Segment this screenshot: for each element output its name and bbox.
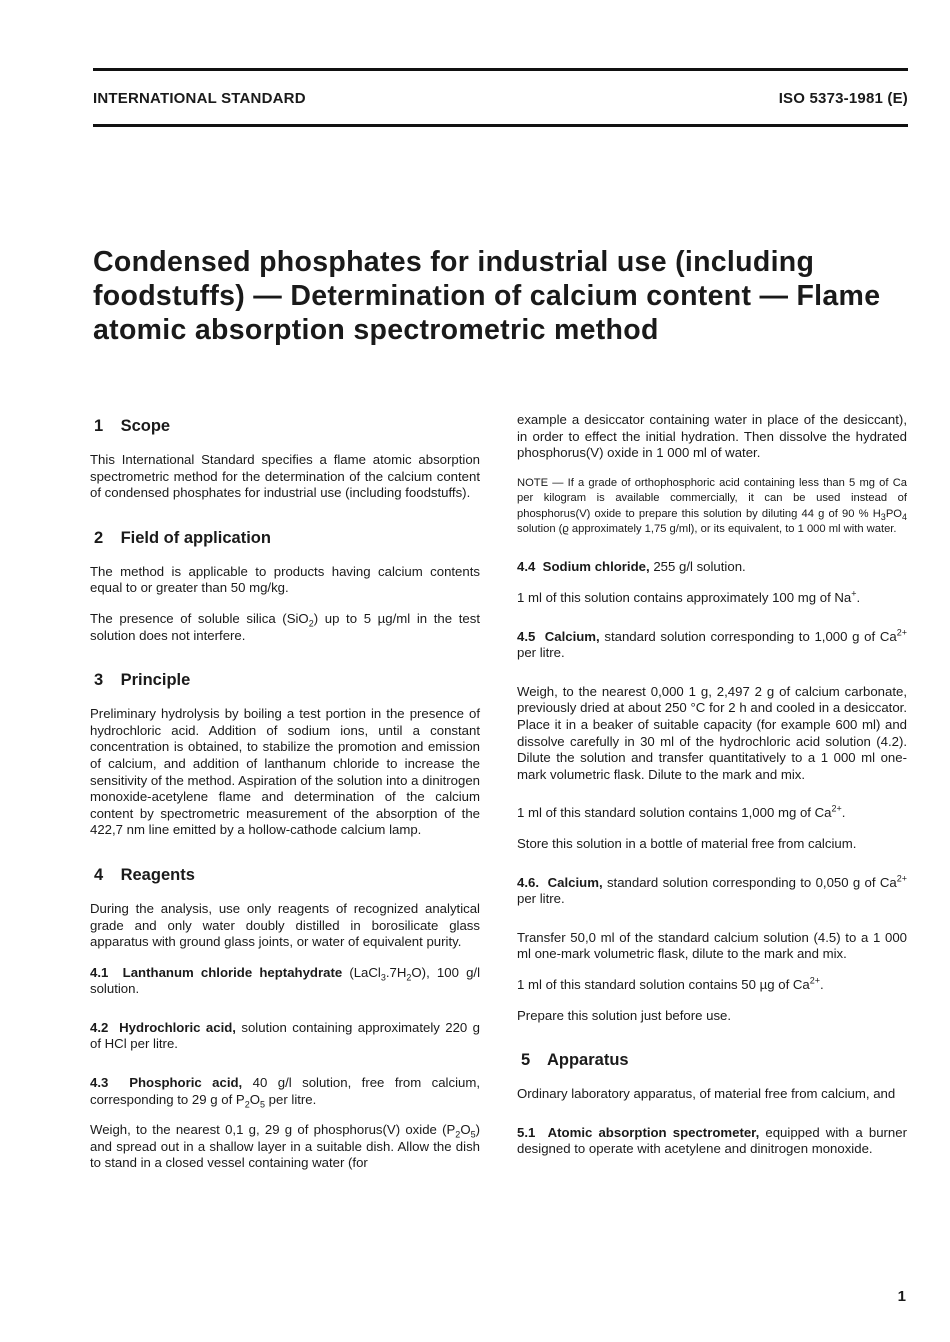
reagent-4-5: 4.5 Calcium, standard solution corresponding to 1,000 g of $Ca^{2+}$ per litre. (517, 627, 907, 661)
reagent-4-6-content: 1 ml of this standard solution contains 50 µg of $Ca^{2+}$. (517, 975, 824, 992)
page-number: 1 (897, 1288, 906, 1305)
reagent-4-3-continued: example a desiccator containing water in place of the desiccant), in order to effect the initial hydration. Then dissolve the hydrated phosphorus(V) oxide in 1 000 ml of water. (517, 412, 907, 461)
reagent-4-6-procedure: Transfer 50,0 ml of the standard calcium solution (4.5) to a 1 000 ml one-mark volumetric flask, dilute to the mark and mix. (517, 929, 907, 962)
left-column (90, 412, 480, 1186)
reagent-4-5-procedure: Weigh, to the nearest 0,000 1 g, 2,497 2 g of calcium carbonate, previously dried at about 250 °C for 2 h and cooled in a desiccator. Place it in a beaker of suitable capacity (for example 600 ml) and dissolve carefully in 30 ml of the hydrochloric acid solution (4.2). Dilute the solution and transfer quantitatively to a 1 000 ml one-mark volumetric flask. Dilute to the mark and mix. (517, 683, 907, 782)
reagent-4-3-note: NOTE — If a grade of orthophosphoric acid containing less than 5 mg of Ca per kilogram is available commercially, it can be used instead of phosphorus(V) oxide to prepare this solution by diluting 44 g of 90 % $H_3PO_4$ solution (ϱ approximately 1,75 g/ml), or its equivalent, to 1 000 ml with water. (517, 476, 907, 535)
section-apparatus-heading: 5 Apparatus (521, 1051, 629, 1070)
field-paragraph-2: The presence of soluble silica (SiO$_2$) up to 5 µg/ml in the test solution does not interfere. (90, 610, 480, 643)
reagent-4-4: 4.4 Sodium chloride, 255 g/l solution. (517, 559, 746, 575)
reagent-4-5-content: 1 ml of this standard solution contains 1,000 mg of $Ca^{2+}$. (517, 803, 846, 821)
section-reagents-heading: 4 Reagents (94, 865, 195, 884)
scope-paragraph: This International Standard specifies a flame atomic absorption spectrometric method for the determination of the calcium content of condensed phosphates for industrial use (including foodstuffs). (90, 452, 480, 501)
reagents-paragraph: During the analysis, use only reagents of recognized analytical grade and only water doubly distilled in borosilicate glass apparatus with ground glass joints, or water of equivalent purity. (90, 900, 480, 950)
reagent-4-2: 4.2 Hydrochloric acid, solution containing approximately 220 g of HCl per litre. (90, 1019, 481, 1052)
apparatus-paragraph: Ordinary laboratory apparatus, of material free from calcium, and (517, 1086, 896, 1102)
section-field-heading: 2 Field of application (94, 528, 271, 547)
reagent-4-3: 4.3 Phosphoric acid, 40 g/l solution, free from calcium, corresponding to 29 g of $P_2O_5$ per litre. (90, 1075, 480, 1110)
header-rule-bottom (93, 124, 908, 127)
document-title: Condensed phosphates for industrial use (including foodstuffs) — Determination of calcium content — Flame atomic absorption spectrometric method (93, 246, 881, 346)
section-principle-heading: 3 Principle (94, 671, 191, 690)
header-rule-top (93, 68, 908, 71)
header-standard-label: INTERNATIONAL STANDARD (93, 90, 306, 107)
header-standard-number: ISO 5373-1981 (E) (778, 90, 908, 107)
apparatus-5-1: 5.1 Atomic absorption spectrometer, equipped with a burner designed to operate with acetylene and dinitrogen monoxide. (517, 1124, 907, 1157)
reagent-4-5-storage: Store this solution in a bottle of material free from calcium. (517, 835, 857, 851)
section-scope-heading: 1 Scope (94, 417, 171, 435)
reagent-4-4-content: 1 ml of this solution contains approximately 100 mg of Na+. (517, 588, 861, 605)
reagent-4-6-prepare: Prepare this solution just before use. (517, 1007, 732, 1023)
reagent-4-3-weigh: Weigh, to the nearest 0,1 g, 29 g of phosphorus(V) oxide $(P_2O_5)$ and spread out in a shallow layer in a suitable dish. Allow the dish to stand in a closed vessel containing water (for (90, 1122, 480, 1171)
reagent-4-1: 4.1 Lanthanum chloride heptahydrate $(LaCl_3.7H_2O)$, 100 g/l solution. (90, 964, 480, 997)
field-paragraph-1: The method is applicable to products having calcium contents equal to or greater than 50 mg/kg. (90, 563, 480, 596)
right-column (517, 412, 907, 1172)
principle-paragraph: Preliminary hydrolysis by boiling a test portion in the presence of hydrochloric acid. Addition of sodium ions, until a constant concentration is obtained, to stabilize the promotion and emission of calcium, and addition of lanthanum chloride to increase the sensitivity of the method. Aspiration of the solution into a dinitrogen monoxide-acetylene flame and determination of the calcium content by spectrometric measurement of the absorption of the 422,7 nm line emitted by a hollow-cathode calcium lamp. (90, 706, 480, 838)
reagent-4-6: 4.6. Calcium, standard solution corresponding to 0,050 g of $Ca^{2+}$ per litre. (517, 873, 908, 907)
